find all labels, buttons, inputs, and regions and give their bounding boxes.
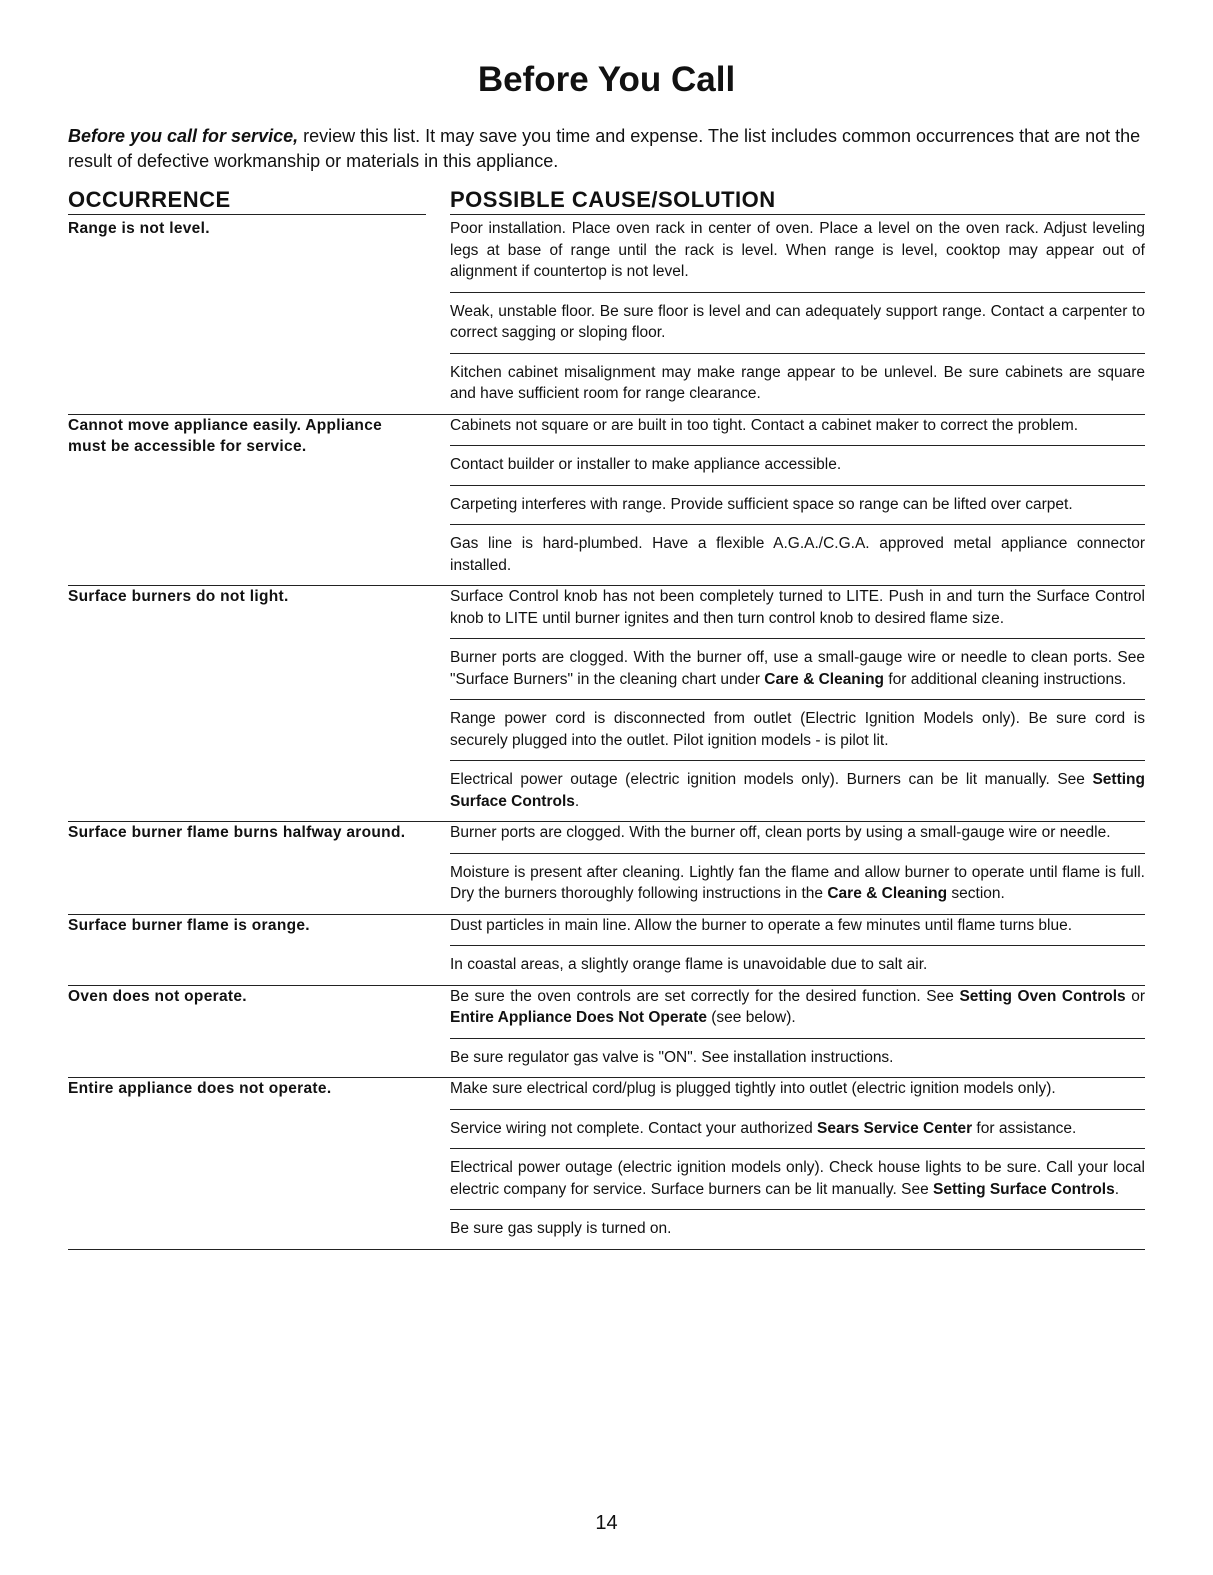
table-row <box>68 986 1145 1079</box>
solutions-list <box>450 218 1145 414</box>
solution-item <box>450 362 1145 414</box>
solution-reference: Care & Cleaning <box>827 885 948 902</box>
solution-reference: Setting Surface Controls <box>450 771 1145 810</box>
occurrence-cell: Surface burner flame is orange. <box>68 916 310 934</box>
solutions-list <box>450 822 1145 914</box>
solution-item <box>450 494 1145 526</box>
solution-reference: Setting Oven Controls <box>959 987 1126 1005</box>
solution-reference: Care & Cleaning <box>764 670 885 688</box>
solution-item <box>450 1157 1145 1210</box>
intro-paragraph <box>68 124 1148 174</box>
solution-text: In coastal areas, a slightly orange flame is unavoidable due to salt air. <box>450 956 928 973</box>
solution-text: (see below). <box>706 1009 796 1026</box>
solution-text: Dust particles in main line. Allow the burner to operate a few minutes until flame turns blue. <box>450 916 1073 934</box>
solution-text: Burner ports are clogged. With the burner off, clean ports by using a small-gauge wire or needle. <box>450 824 1111 841</box>
solution-item <box>450 708 1145 761</box>
solution-text: Burner ports are clogged. With the burner off, use a small-gauge wire or needle to clean ports. See "Surface Burners" in the cleaning chart under <box>450 649 1145 688</box>
solution-item <box>450 647 1145 700</box>
solution-item <box>450 533 1145 585</box>
solution-item <box>450 1078 1145 1110</box>
solution-text: for additional cleaning instructions. <box>884 670 1127 688</box>
occurrence-cell: Cannot move appliance easily. Appliance must be accessible for service. <box>68 416 383 455</box>
occurrence-header: OCCURRENCE <box>68 186 426 215</box>
solution-text: for assistance. <box>972 1119 1077 1137</box>
table-row <box>68 586 1145 822</box>
solution-reference: Setting Surface Controls <box>933 1180 1115 1198</box>
solution-text: or <box>1125 987 1145 1005</box>
solution-item <box>450 822 1145 854</box>
table-row <box>68 915 1145 986</box>
solution-text: Poor installation. Place oven rack in center of oven. Place a level on the oven rack. Adjust leveling legs at base of range until the rack is level. When range is level, cooktop may appear out of alignment if countertop is not level. <box>450 220 1145 280</box>
solution-text: Moisture is present after cleaning. Lightly fan the flame and allow burner to operate until flame is full. Dry the burners thoroughly following instructions in the <box>450 863 1145 902</box>
solution-text: Gas line is hard-plumbed. Have a flexible A.G.A./C.G.A. approved metal appliance connector installed. <box>450 535 1145 574</box>
intro-text: review this list. It may save you time and expense. The list includes common occurrences that are not the result of defective workmanship or materials in this appliance. <box>68 126 1141 171</box>
solution-item <box>450 586 1145 639</box>
solution-item <box>450 954 1145 985</box>
solutions-list <box>450 415 1145 586</box>
table-row <box>68 822 1145 915</box>
solutions-list <box>450 915 1145 985</box>
solutions-list <box>450 986 1145 1078</box>
occurrence-cell: Oven does not operate. <box>68 987 247 1005</box>
solution-text: . <box>574 792 580 810</box>
solution-text: Electrical power outage (electric ignition models only). Burners can be lit manually. See <box>450 771 1093 788</box>
occurrence-cell: Entire appliance does not operate. <box>68 1080 332 1097</box>
solutions-list <box>450 586 1145 821</box>
solution-item <box>450 415 1145 447</box>
table-headers <box>68 186 1145 214</box>
solution-text: . <box>1114 1180 1120 1198</box>
solution-text: Electrical power outage (electric ignition models only). Check house lights to be sure. Call your local electric company for service. Surface burners can be lit manually. See <box>450 1159 1145 1198</box>
solution-text: Be sure the oven controls are set correctly for the desired function. See <box>450 987 960 1005</box>
troubleshooting-table <box>68 218 1145 1250</box>
occurrence-cell: Range is not level. <box>68 220 210 237</box>
solution-text: Service wiring not complete. Contact your authorized <box>450 1119 818 1137</box>
page-title: Before You Call <box>477 60 736 99</box>
solution-item <box>450 986 1145 1039</box>
solution-text: Weak, unstable floor. Be sure floor is level and can adequately support range. Contact a carpenter to correct sagging or sloping floor. <box>450 302 1145 341</box>
solution-text: Cabinets not square or are built in too tight. Contact a cabinet maker to correct the problem. <box>450 416 1079 434</box>
solution-item <box>450 769 1145 821</box>
solution-item <box>450 862 1145 914</box>
solution-text: Surface Control knob has not been completely turned to LITE. Push in and turn the Surface Control knob to LITE until burner ignites and then turn control knob to desired flame size. <box>450 588 1145 627</box>
solution-text: Be sure gas supply is turned on. <box>450 1220 672 1237</box>
solution-text: Make sure electrical cord/plug is plugged tightly into outlet (electric ignition models only). <box>450 1080 1056 1097</box>
solution-item <box>450 218 1145 293</box>
table-row <box>68 415 1145 587</box>
solution-text: Kitchen cabinet misalignment may make range appear to be unlevel. Be sure cabinets are square and have sufficient room for range clearance. <box>450 363 1145 402</box>
table-row <box>68 1078 1145 1250</box>
solutions-list <box>450 1078 1145 1249</box>
solution-text: section. <box>947 885 1005 902</box>
solution-text: Range power cord is disconnected from outlet (Electric Ignition Models only). Be sure cord is securely plugged into the outlet. Pilot ignition models - is pilot lit. <box>450 710 1145 749</box>
solution-text: Carpeting interferes with range. Provide sufficient space so range can be lifted over carpet. <box>450 495 1073 513</box>
table-row <box>68 218 1145 415</box>
solution-item <box>450 301 1145 354</box>
solution-reference: Entire Appliance Does Not Operate <box>450 1009 707 1026</box>
cause-solution-header: POSSIBLE CAUSE/SOLUTION <box>450 186 1145 215</box>
occurrence-cell: Surface burners do not light. <box>68 588 289 605</box>
solution-text: Be sure regulator gas valve is "ON". See installation instructions. <box>450 1048 894 1066</box>
intro-lead: Before you call for service, <box>68 126 299 146</box>
occurrence-cell: Surface burner flame burns halfway around. <box>68 824 406 841</box>
solution-item <box>450 915 1145 947</box>
solution-item <box>450 1218 1145 1249</box>
page-number: 14 <box>595 1512 618 1534</box>
solution-item <box>450 454 1145 486</box>
solution-text: Contact builder or installer to make appliance accessible. <box>450 456 842 473</box>
solution-item <box>450 1118 1145 1150</box>
solution-item <box>450 1047 1145 1078</box>
solution-reference: Sears Service Center <box>817 1119 973 1137</box>
